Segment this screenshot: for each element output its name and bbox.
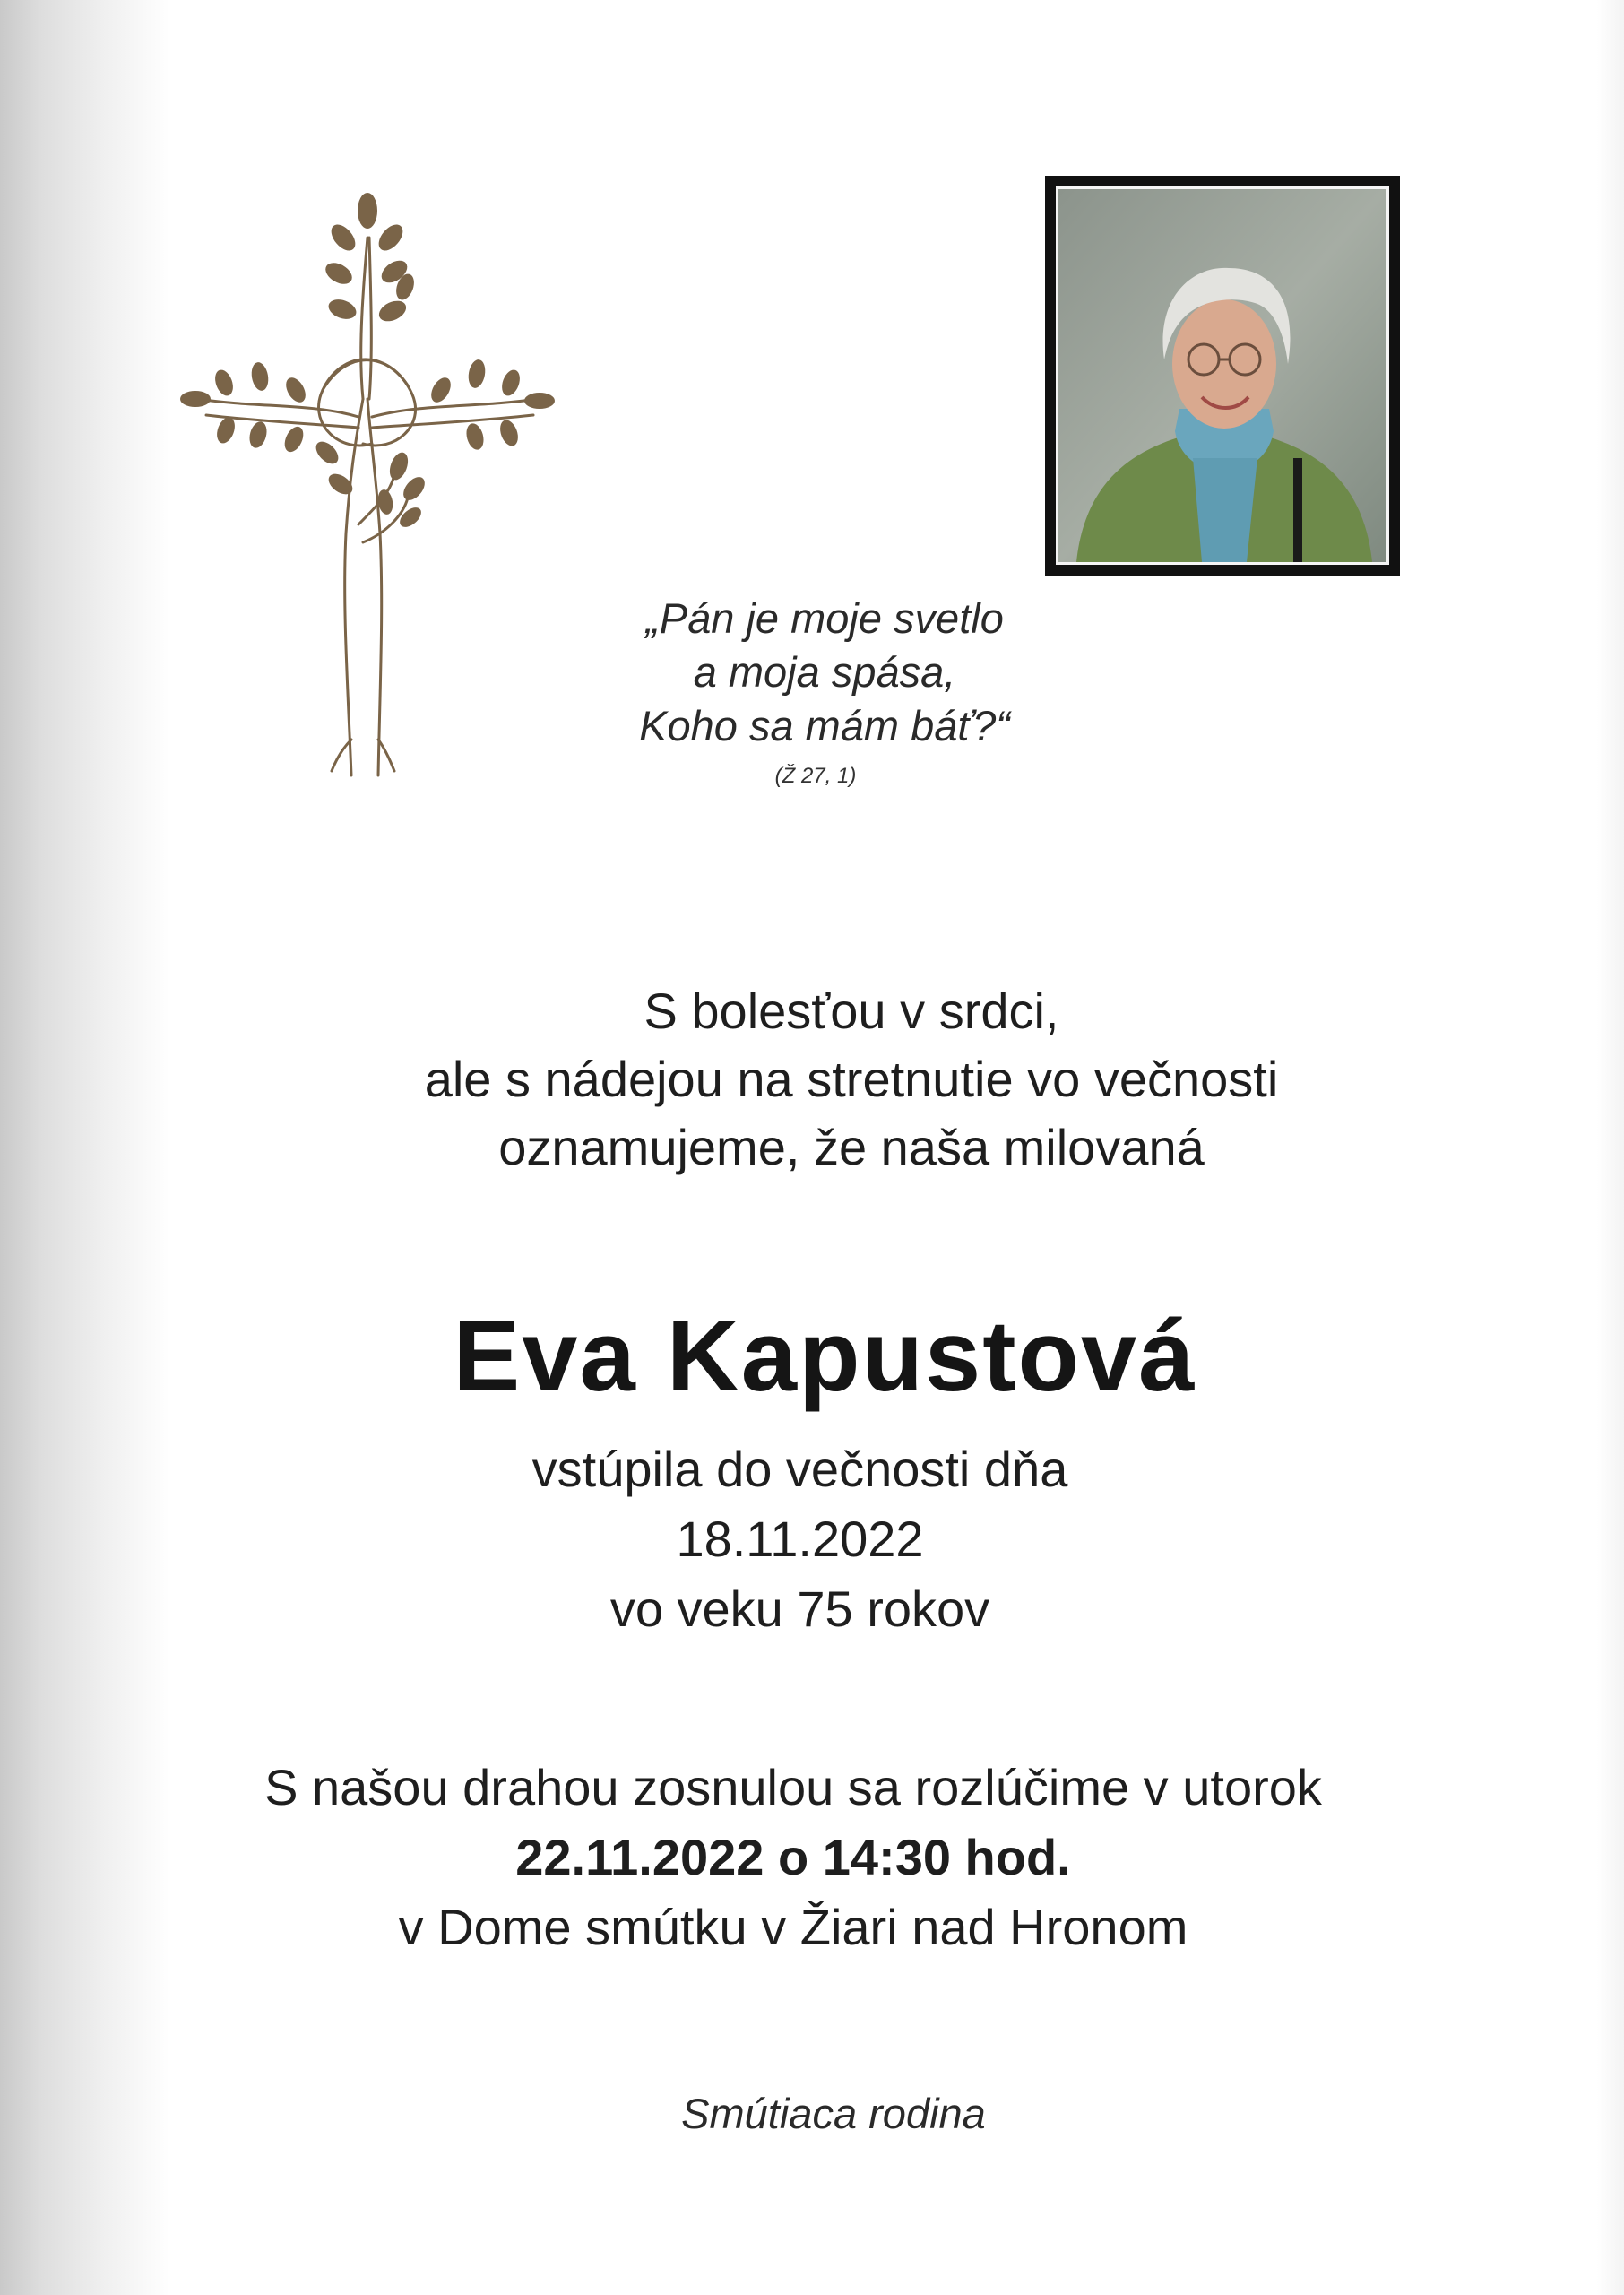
- quote-line-3: Koho sa mám báť?“: [639, 702, 1010, 749]
- quote-line-1: „Pán je moje svetlo: [645, 594, 1004, 642]
- scan-edge-right: [1597, 0, 1624, 2295]
- funeral-datetime: 22.11.2022 o 14:30 hod.: [515, 1829, 1071, 1885]
- funeral-info: [179, 1753, 1407, 1962]
- death-age: vo veku 75 rokov: [609, 1581, 990, 1637]
- family-signature: Smútiaca rodina: [681, 2090, 986, 2137]
- quote-line-2: a moja spása,: [693, 648, 956, 696]
- quote-reference: (Ž 27, 1): [774, 764, 857, 788]
- death-date: 18.11.2022: [676, 1511, 924, 1567]
- death-line-1: vstúpila do večnosti dňa: [531, 1441, 1068, 1497]
- funeral-location: v Dome smútku v Žiari nad Hronom: [398, 1899, 1188, 1955]
- intro-line-3: oznamujeme, že naša milovaná: [498, 1119, 1205, 1175]
- portrait-photo: [1056, 186, 1389, 565]
- death-info: [269, 1434, 1331, 1644]
- deceased-name: Eva Kapustová: [453, 1300, 1196, 1412]
- announcement-intro: [269, 977, 1434, 1182]
- intro-line-2: ale s nádejou na stretnutie vo večnosti: [424, 1051, 1279, 1107]
- tree-cross-icon: [179, 184, 556, 784]
- intro-line-1: S bolesťou v srdci,: [644, 983, 1059, 1039]
- scan-shadow-left: [0, 0, 170, 2295]
- funeral-line-1: S našou drahou zosnulou sa rozlúčime v utorok: [264, 1759, 1322, 1815]
- portrait-photo-frame: [1045, 176, 1400, 576]
- bible-quote: [502, 592, 1147, 753]
